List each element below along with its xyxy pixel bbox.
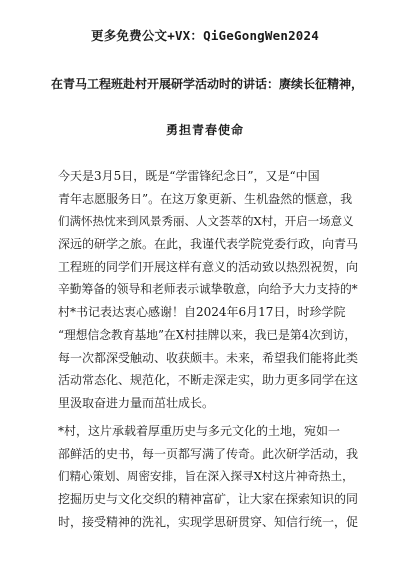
paragraph-line: 每一次都深受触动、收获颇丰。未来，希望我们能将此类 [58,350,359,365]
paragraph-line: “理想信念教育基地”在X村挂牌以来，我已是第4次到访， [58,327,357,342]
paragraph-2 [58,420,358,533]
paragraph-line: 里汲取奋进力量而茁壮成长。 [58,395,215,410]
paragraph-line: 们满怀热忱来到风景秀丽、人文荟萃的X村，开启一场意义 [58,214,354,229]
paragraph-line: 挖掘历史与文化交织的精神富矿，让大家在探索知识的同 [58,492,359,507]
paragraph-line: 们精心策划、周密安排，旨在深入探寻X村这片神奇热土， [58,469,354,484]
document-subtitle: 勇担青春使命 [165,123,244,137]
paragraph-line: 青年志愿服务日”。在这万象更新、生机盎然的惬意，我 [58,191,353,206]
paragraph-line: 辛勤筹备的领导和老师表示诚挚敬意，向给予大力支持的* [58,282,358,297]
paragraph-line: *村，这片承载着厚重历史与多元文化的土地，宛如一 [58,424,341,438]
paragraph-1 [58,165,358,415]
paragraph-line: 今天是3月5日，既是“学雷锋纪念日”，又是“中国 [58,169,320,183]
paragraph-line: 深远的研学之旅。在此，我谨代表学院党委行政，向青马 [58,237,359,252]
paragraph-line: 工程班的同学们开展这样有意义的活动致以热烈祝贺，向 [58,259,359,274]
document-title: 在青马工程班赴村开展研学活动时的讲话：赓续长征精神， [50,77,363,91]
paragraph-line: 村*书记表达衷心感谢！自2024年6月17日，时珍学院 [58,305,346,320]
paragraph-line: 部鲜活的史书，每一页都写满了传奇。此次研学活动，我 [58,446,359,461]
paragraph-line: 活动常态化、规范化，不断走深走实，助力更多同学在这 [58,373,359,388]
paragraph-line: 时，接受精神的洗礼，实现学思研贯穿、知信行统一，促 [58,514,359,529]
promo-banner: 更多免费公文+VX：QiGeGongWen2024 [91,28,319,43]
